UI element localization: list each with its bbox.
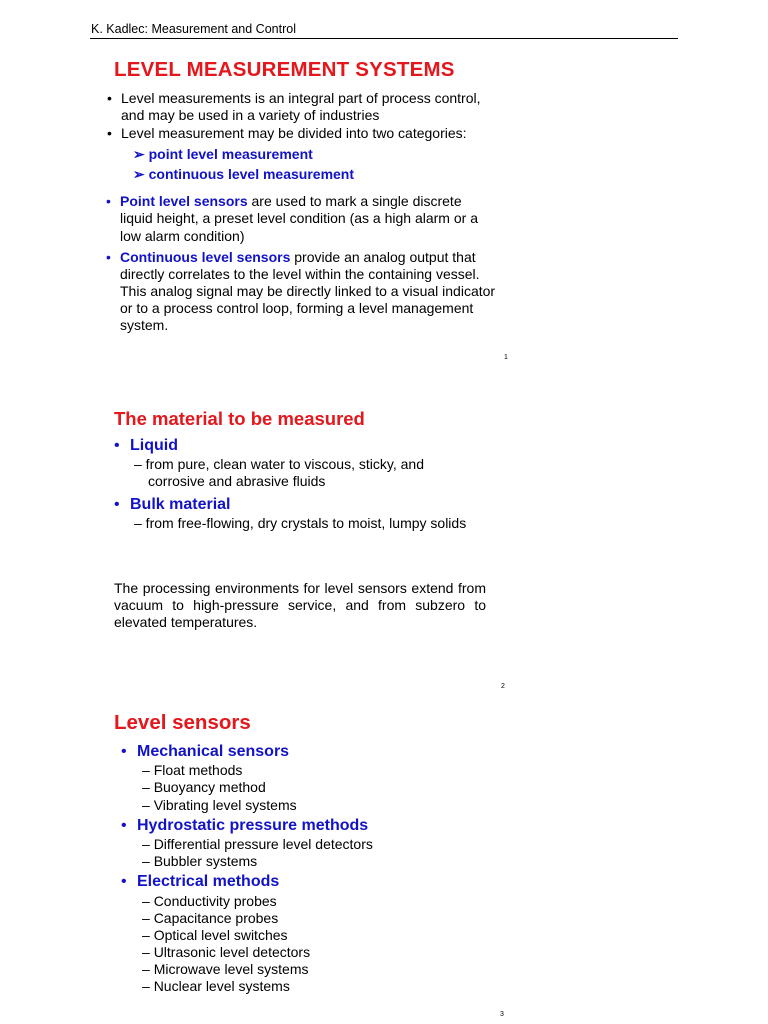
sensor-item xyxy=(142,944,310,961)
liquid-desc-2: corrosive and abrasive fluids xyxy=(148,473,326,489)
header-divider xyxy=(90,38,678,39)
slide1-bullet-1-cont: and may be used in a variety of industries xyxy=(121,107,380,123)
dash-marker: – xyxy=(142,836,150,852)
continuous-sensors-line-2: directly correlates to the level within the containing vessel. xyxy=(120,266,480,282)
sensor-item xyxy=(142,779,266,796)
bullet-marker: • xyxy=(114,437,120,454)
dash-marker: – xyxy=(142,961,150,977)
group-mechanical xyxy=(121,743,289,761)
point-sensors-text: are used to mark a single discrete xyxy=(247,193,462,209)
bullet-text: Level measurements is an integral part of process control, xyxy=(121,90,481,106)
arrow-bullet-icon: ➢ xyxy=(133,166,145,182)
material-bulk xyxy=(114,496,230,514)
dash-marker: – xyxy=(142,797,150,813)
page-number-3: 3 xyxy=(500,1011,504,1018)
bullet-marker: • xyxy=(121,873,127,890)
bullet-marker: • xyxy=(121,743,127,760)
page-number-2: 2 xyxy=(501,683,505,690)
continuous-sensors-paragraph xyxy=(106,249,476,266)
group-label: Mechanical sensors xyxy=(137,743,290,760)
slide2-title: The material to be measured xyxy=(114,408,365,429)
liquid-desc-1: – from pure, clean water to viscous, sticky, and xyxy=(134,456,424,472)
material-liquid xyxy=(114,437,178,455)
dash-marker: – xyxy=(142,893,150,909)
sensor-label: Microwave level systems xyxy=(153,961,309,977)
sensor-item xyxy=(142,927,288,944)
slide1-bullet-2 xyxy=(107,125,467,142)
sensor-label: Float methods xyxy=(153,762,243,778)
dash-marker: – xyxy=(142,978,150,994)
sensor-label: Differential pressure level detectors xyxy=(153,836,373,852)
continuous-sensors-term: Continuous level sensors xyxy=(120,249,291,265)
continuous-sensors-line-4: or to a process control loop, forming a level management xyxy=(120,300,474,316)
bullet-marker: • xyxy=(107,125,112,141)
page-number-1: 1 xyxy=(504,354,508,361)
category-point xyxy=(133,146,313,163)
bullet-marker: • xyxy=(106,249,111,265)
sensor-label: Vibrating level systems xyxy=(153,797,297,813)
category-continuous xyxy=(133,166,354,183)
sensor-label: Nuclear level systems xyxy=(153,978,290,994)
sensor-item xyxy=(142,978,290,995)
sensor-item xyxy=(142,836,373,853)
point-sensors-paragraph xyxy=(106,193,462,210)
group-label: Electrical methods xyxy=(137,873,280,890)
slide1-title: LEVEL MEASUREMENT SYSTEMS xyxy=(114,58,455,81)
sensor-label: Bubbler systems xyxy=(153,853,258,869)
sensor-item xyxy=(142,762,242,779)
point-sensors-line-3: low alarm condition) xyxy=(120,228,245,244)
sensor-label: Optical level switches xyxy=(153,927,288,943)
dash-marker: – xyxy=(142,910,150,926)
bullet-marker: • xyxy=(121,817,127,834)
dash-marker: – xyxy=(142,927,150,943)
sensor-item xyxy=(142,797,297,814)
bullet-marker: • xyxy=(107,90,112,106)
sensor-label: Capacitance probes xyxy=(153,910,279,926)
continuous-sensors-line-5: system. xyxy=(120,317,169,333)
category-label: continuous level measurement xyxy=(148,166,355,182)
dash-marker: – xyxy=(142,762,150,778)
dash-marker: – xyxy=(142,779,150,795)
dash-marker: – xyxy=(142,944,150,960)
sensor-item xyxy=(142,893,277,910)
sensor-item xyxy=(142,910,278,927)
sensor-label: Ultrasonic level detectors xyxy=(153,944,311,960)
bulk-desc-1: – from free-flowing, dry crystals to moist, lumpy solids xyxy=(134,515,467,531)
continuous-sensors-text: provide an analog output that xyxy=(290,249,476,265)
sensor-label: Buoyancy method xyxy=(153,779,266,795)
sensor-item xyxy=(142,853,257,870)
arrow-bullet-icon: ➢ xyxy=(133,146,145,162)
point-sensors-term: Point level sensors xyxy=(120,193,248,209)
slide3-title: Level sensors xyxy=(114,711,251,734)
running-header: K. Kadlec: Measurement and Control xyxy=(91,22,296,36)
sensor-item xyxy=(142,961,309,978)
continuous-sensors-line-3: This analog signal may be directly linked to a visual indicator xyxy=(120,283,496,299)
point-sensors-line-2: liquid height, a preset level condition (as a high alarm or a xyxy=(120,210,478,226)
bullet-marker: • xyxy=(106,193,111,209)
processing-environments-paragraph: The processing environments for level sensors extend from vacuum to high-pressure service, and from subzero to elevated temperatures. xyxy=(114,580,486,631)
category-label: point level measurement xyxy=(148,146,313,162)
group-label: Hydrostatic pressure methods xyxy=(137,817,369,834)
group-electrical xyxy=(121,873,279,891)
material-label: Liquid xyxy=(130,437,178,454)
slide1-bullet-1 xyxy=(107,90,481,107)
dash-marker: – xyxy=(142,853,150,869)
group-hydrostatic xyxy=(121,817,368,835)
material-label: Bulk material xyxy=(130,496,231,513)
bullet-text: Level measurement may be divided into two categories: xyxy=(121,125,467,141)
bullet-marker: • xyxy=(114,496,120,513)
sensor-label: Conductivity probes xyxy=(153,893,277,909)
